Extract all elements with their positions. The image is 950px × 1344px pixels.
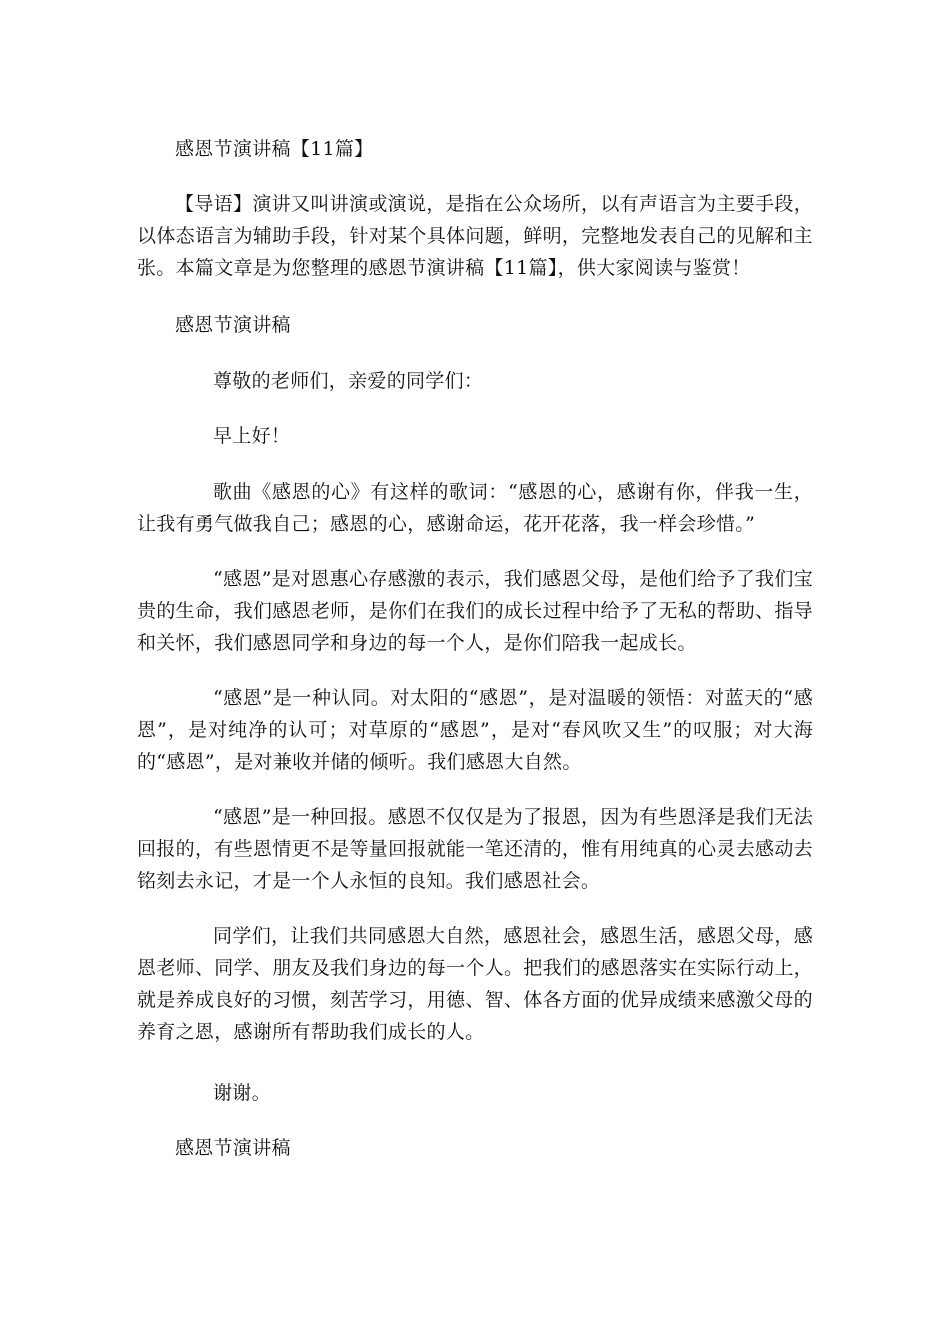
document-title: 感恩节演讲稿【11篇】 [175, 138, 374, 160]
salutation: 尊敬的老师们，亲爱的同学们： [213, 370, 484, 392]
section-heading: 感恩节演讲稿 [175, 1137, 291, 1159]
intro-paragraph: 【导语】演讲又叫讲演或演说，是指在公众场所，以有声语言为主要手段，以体态语言为辅助手段，针对某个具体问题，鲜明，完整地发表自己的见解和主张。本篇文章是为您整理的感恩节演讲稿【11篇】，供大家阅读与鉴赏！ [137, 193, 813, 279]
closing: 谢谢。 [213, 1082, 271, 1104]
body-paragraph: 同学们，让我们共同感恩大自然，感恩社会，感恩生活，感恩父母，感恩老师、同学、朋友及我们身边的每一个人。把我们的感恩落实在实际行动上，就是养成良好的习惯，刻苦学习，用德、智、体各方面的优异成绩来感激父母的养育之恩，感谢所有帮助我们成长的人。 [137, 925, 813, 1043]
greeting: 早上好！ [213, 425, 291, 447]
body-paragraph: “感恩”是对恩惠心存感激的表示，我们感恩父母，是他们给予了我们宝贵的生命，我们感恩老师，是你们在我们的成长过程中给予了无私的帮助、指导和关怀，我们感恩同学和身边的每一个人，是你们陪我一起成长。 [137, 568, 813, 654]
body-paragraph: 歌曲《感恩的心》有这样的歌词：“感恩的心，感谢有你，伴我一生，让我有勇气做我自己；感恩的心，感谢命运，花开花落，我一样会珍惜。” [137, 481, 813, 535]
body-paragraph: “感恩”是一种回报。感恩不仅仅是为了报恩，因为有些恩泽是我们无法回报的，有些恩情更不是等量回报就能一笔还清的，惟有用纯真的心灵去感动去铭刻去永记，才是一个人永恒的良知。我们感恩社会。 [137, 806, 813, 892]
body-paragraph: “感恩”是一种认同。对太阳的“感恩”，是对温暖的领悟：对蓝天的“感恩”，是对纯净的认可；对草原的“感恩”，是对“春风吹又生”的叹服；对大海的“感恩”，是对兼收并储的倾听。我们感恩大自然。 [137, 687, 813, 773]
section-heading: 感恩节演讲稿 [175, 314, 291, 336]
